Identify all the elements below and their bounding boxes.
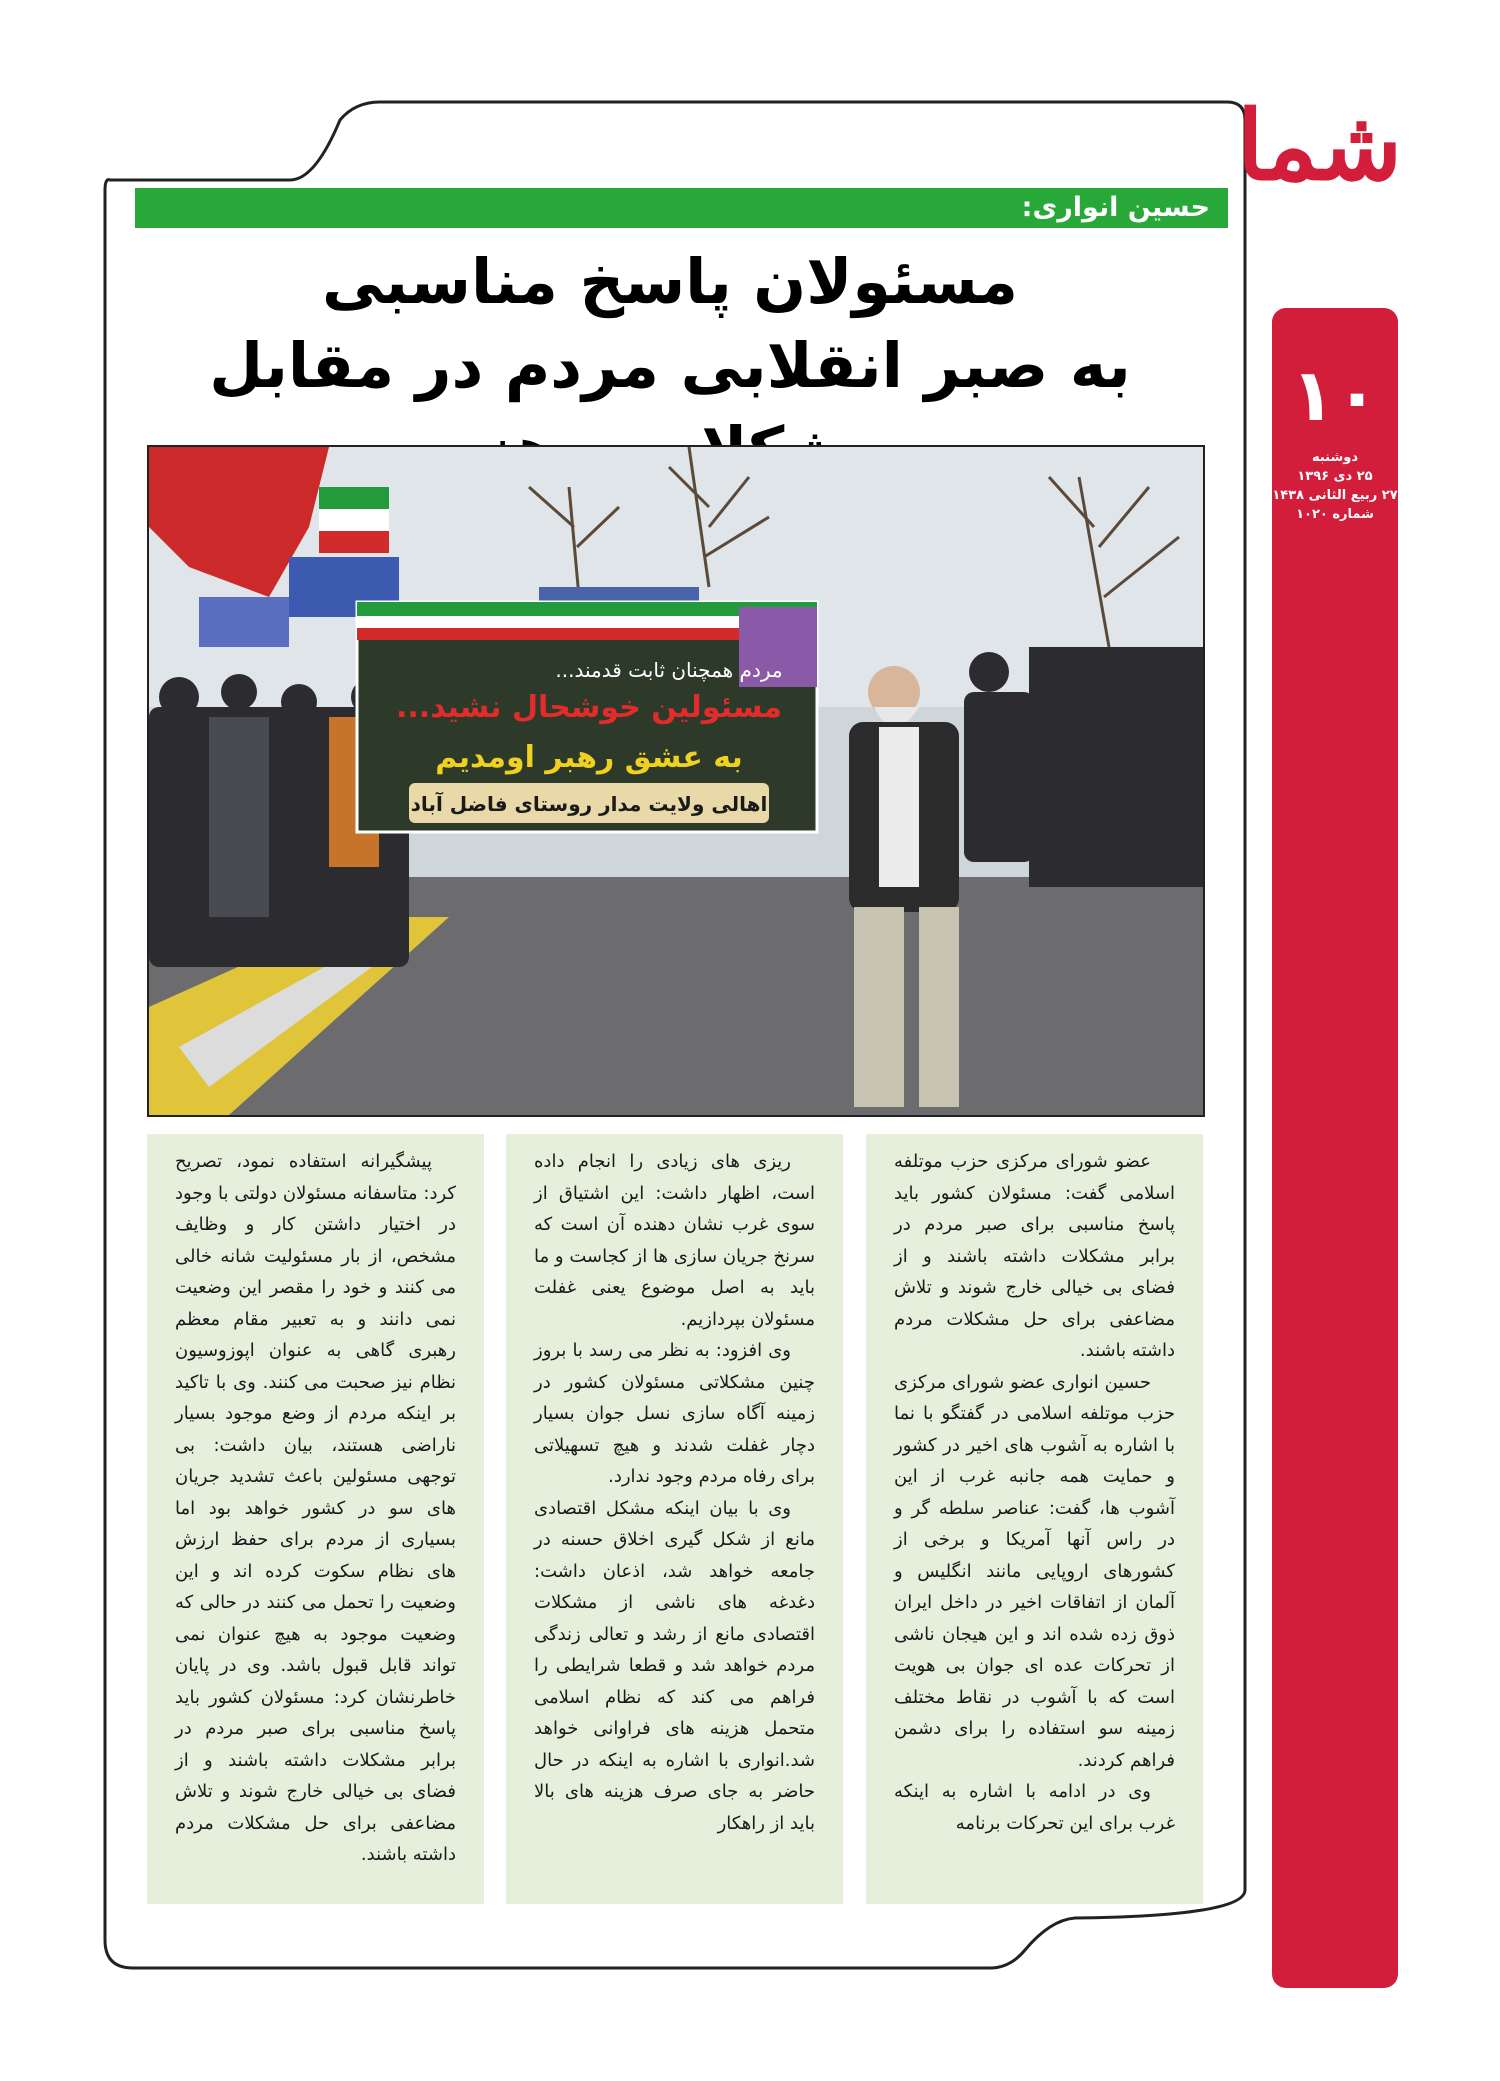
text-column-2 <box>506 1134 843 1904</box>
col2-paragraph: وی با بیان اینکه مشکل اقتصادی مانع از شکل گیری اخلاق حسنه در جامعه خواهد شد، اذعان داشت: دغدغه های ناشی از مشکلات اقتصادی مانع از رشد و تعالی زندگی مردم خواهد شد و قطعا شرایطی را فراهم می کند که نظام اسلامی متحمل هزینه های فراوانی خواهد شد.انواری با اشاره به اینکه در حال حاضر به جای صرف هزینه های بالا باید از راهکار <box>534 1497 815 1834</box>
banner-line-2: مسئولین خوشحال نشید... <box>396 690 782 725</box>
col1-paragraph: عضو شورای مرکزی حزب موتلفه اسلامی گفت: مسئولان کشور باید پاسخ مناسبی برای صبر مردم در برابر مشکلات داشته باشند و از فضای بی خیالی خارج شوند و تلاش مضاعفی برای حل مشکلات مردم داشته باشند. <box>894 1151 1175 1361</box>
issue-number: شماره ۱۰۲۰ <box>1296 507 1374 522</box>
article-kicker: حسین انواری: <box>135 188 1228 228</box>
col1-paragraph: وی در ادامه با اشاره به اینکه غرب برای این تحرکات برنامه <box>894 1781 1175 1834</box>
col3-paragraph: پیشگیرانه استفاده نمود، تصریح کرد: متاسفانه مسئولان دولتی با وجود در اختیار داشتن کار و وظایف مشخص، از بار مسئولیت شانه خالی می کنند و خود را مقصر این وضعیت نمی دانند و به تعبیر مقام معظم رهبری گاهی به عنوان اپوزوسیون نظام نیز صحبت می کنند. وی با تاکید بر اینکه مردم از وضع موجود بسیار ناراضی هستند، بیان داشت: بی توجهی مسئولین باعث تشدید جریان های سو در کشور خواهد بود اما بسیاری از مردم برای حفظ ارزش های نظام سکوت کرده اند و این وضعیت را تحمل می کنند در حالی که وضعیت موجود به هیچ عنوان نمی تواند قابل قبول باشد. وی در پایان خاطرنشان کرد: مسئولان کشور باید پاسخ مناسبی برای صبر مردم در برابر مشکلات داشته باشند و از فضای بی خیالی خارج شوند و تلاش مضاعفی برای حل مشکلات مردم داشته باشند. <box>175 1151 456 1865</box>
date-solar: ۲۵ دی ۱۳۹۶ <box>1297 469 1373 484</box>
headline-line-2: به صبر انقلابی مردم در مقابل <box>209 329 1131 402</box>
col1-paragraph: حسین انواری عضو شورای مرکزی حزب موتلفه اسلامی در گفتگو با نما با اشاره به آشوب های اخیر در کشور و حمایت همه جانبه غرب از این آشوب ها، گفت: عناصر سلطه گر و در راس آنها آمریکا و برخی از کشورهای اروپایی مانند انگلیس و آلمان از اتفاقات اخیر در داخل ایران ذوق زده شده اند و این هیجان ناشی از تحرکات عده ای جوان بی هویت است که با آشوب در نقاط مختلف زمینه سو استفاده را برای دشمن فراهم کردند. <box>894 1371 1175 1771</box>
date-lunar: ۲۷ ربیع الثانی ۱۴۳۸ <box>1272 488 1398 503</box>
issue-dates <box>1272 448 1398 524</box>
banner-line-4: اهالی ولایت مدار روستای فاضل آباد <box>410 792 768 816</box>
publication-logo: شما <box>1236 89 1402 202</box>
page-sidebar <box>1272 308 1398 1988</box>
banner-line-1: مردم همچنان ثابت قدمند... <box>555 658 783 682</box>
headline-line-1: مسئولان پاسخ مناسبی <box>321 245 1019 318</box>
article-photo <box>147 445 1205 1117</box>
page-number: ۱۰ <box>1291 353 1379 437</box>
text-column-1 <box>866 1134 1203 1904</box>
text-column-3 <box>147 1134 484 1904</box>
col2-paragraph: ریزی های زیادی را انجام داده است، اظهار داشت: این اشتیاق از سوی غرب نشان دهنده آن است که سرنخ جریان سازی ها از کجاست و ما باید به اصل موضوع یعنی غفلت مسئولان بپردازیم. <box>534 1151 815 1330</box>
banner-line-3: به عشق رهبر اومدیم <box>435 740 743 775</box>
col2-paragraph: وی افزود: به نظر می رسد با بروز چنین مشکلاتی مسئولان کشور در زمینه آگاه سازی نسل جوان بسیار دچار غفلت شدند و هیچ تسهیلاتی برای رفاه مردم وجود ندارد. <box>534 1340 815 1487</box>
weekday: دوشنبه <box>1311 450 1359 465</box>
